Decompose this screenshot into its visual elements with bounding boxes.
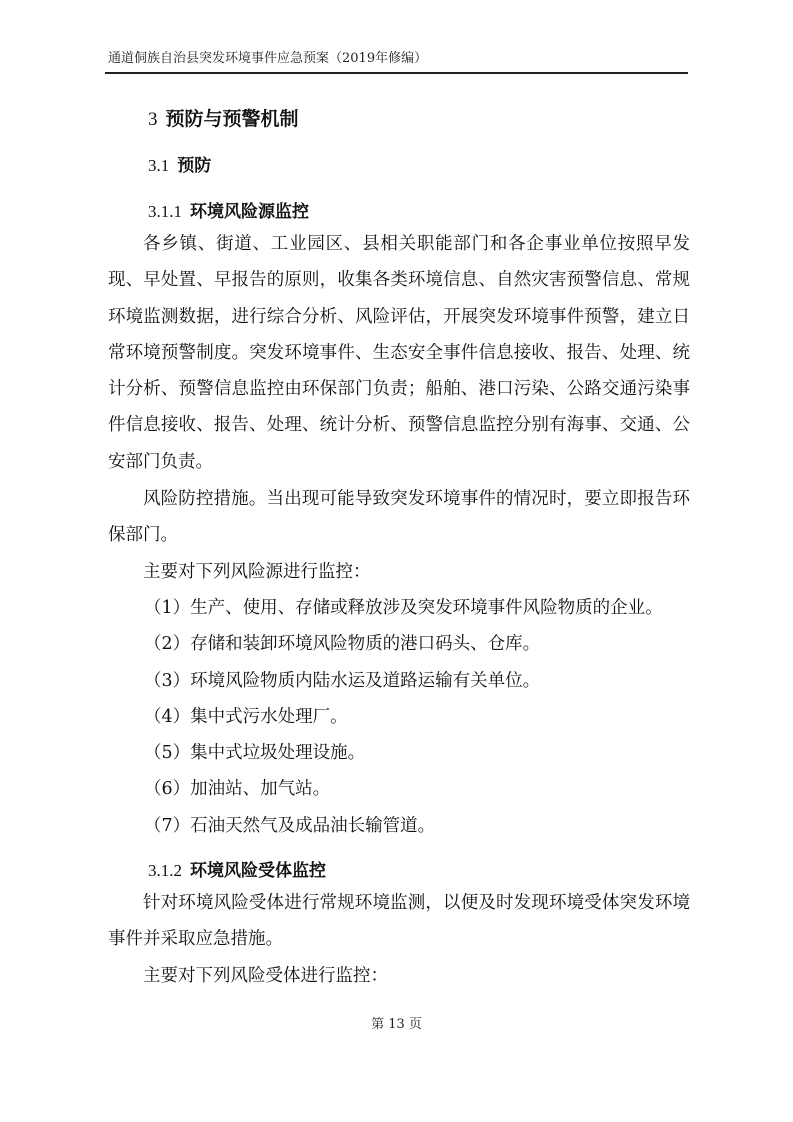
subsubsection-number: 3.1.1 [148,202,182,221]
page-number: 第 13 页 [371,1017,422,1032]
paragraph-risk-source-monitoring: 各乡镇、街道、工业园区、县相关职能部门和各企事业单位按照早发现、早处置、早报告的原则，收集各类环境信息、自然灾害预警信息、常规环境监测数据，进行综合分析、风险评估，开展突发环境事件预警，建立日常环境预警制度。突发环境事件、生态安全事件信息接收、报告、处理、统计分析、预警信息监控由环保部门负责；船舶、港口污染、公路交通污染事件信息接收、报告、处理、统计分析、预警信息监控分别有海事、交通、公安部门负责。 [108,234,690,472]
list-item: （2）存储和装卸环境风险物质的港口码头、仓库。 [144,634,541,654]
paragraph-receptor-intro: 主要对下列风险受体进行监控： [143,966,388,986]
subsubsection-heading-3-1-1 [148,197,309,222]
section-heading [148,104,299,131]
section-number: 3 [148,109,158,130]
subsubsection-number: 3.1.2 [148,861,182,880]
list-item: （4）集中式污水处理厂。 [144,707,348,727]
list-item: （6）加油站、加气站。 [144,779,331,799]
subsubsection-title: 环境风险受体监控 [190,861,326,881]
list-item: （5）集中式垃圾处理设施。 [144,743,366,763]
header-rule [105,72,688,74]
list-item: （3）环境风险物质内陆水运及道路运输有关单位。 [144,671,541,691]
list-item: （1）生产、使用、存储或释放涉及突发环境事件风险物质的企业。 [144,598,663,618]
running-header: 通道侗族自治县突发环境事件应急预案（2019年修编） [108,51,428,66]
list-item: （7）石油天然气及成品油长输管道。 [144,816,436,836]
subsection-heading [148,151,211,176]
subsubsection-heading-3-1-2 [148,856,326,881]
section-title: 预防与预警机制 [165,108,299,130]
paragraph-receptor-monitoring: 针对环境风险受体进行常规环境监测，以便及时发现环境受体突发环境事件并采取应急措施。 [108,893,690,950]
subsubsection-title: 环境风险源监控 [190,202,309,222]
subsection-title: 预防 [177,156,212,176]
subsection-number: 3.1 [148,156,170,175]
paragraph-risk-control-measures: 风险防控措施。当出现可能导致突发环境事件的情况时，要立即报告环保部门。 [108,489,690,546]
paragraph-monitor-intro: 主要对下列风险源进行监控： [143,562,371,582]
